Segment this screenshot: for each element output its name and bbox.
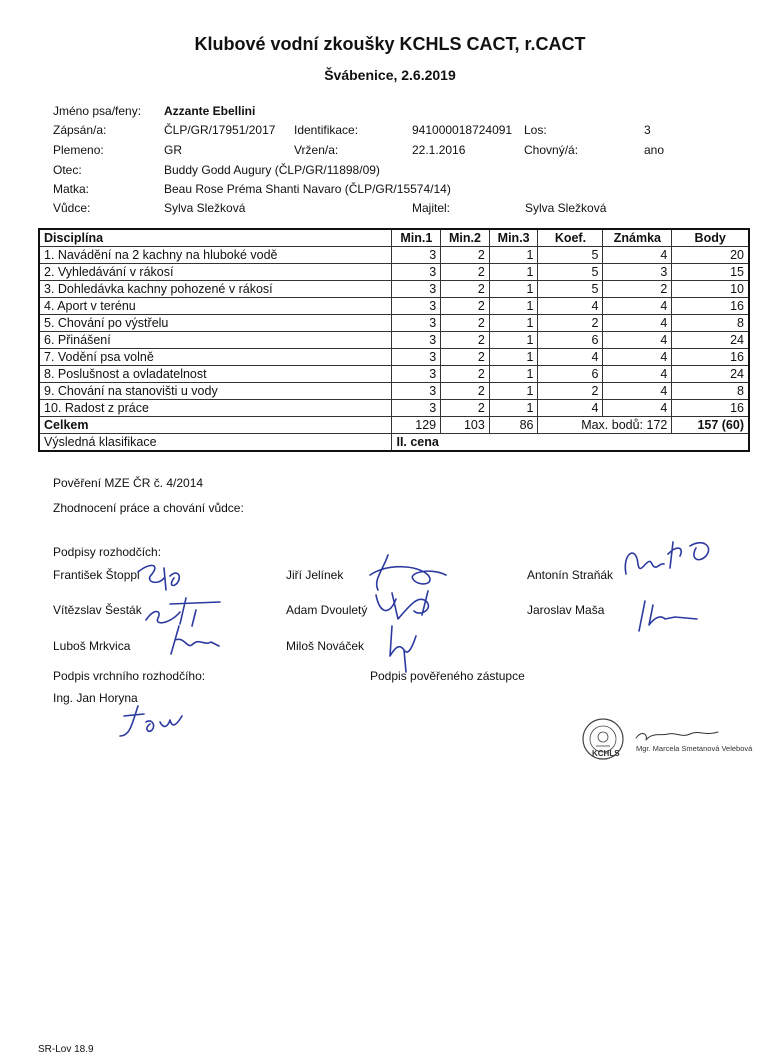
lot-value: 3 xyxy=(644,123,651,137)
authorization-note: Pověření MZE ČR č. 4/2014 xyxy=(53,476,204,490)
born-value: 22.1.2016 xyxy=(412,143,466,157)
row-grade: 4 xyxy=(603,349,672,366)
row-coef: 4 xyxy=(538,400,603,417)
judge-name: Antonín Straňák xyxy=(527,568,614,582)
id-value: 941000018724091 xyxy=(412,123,513,137)
row-points: 15 xyxy=(672,264,749,281)
evaluation-note: Zhodnocení práce a chování vůdce: xyxy=(53,501,244,515)
judge-name: Jiří Jelínek xyxy=(286,568,344,582)
row-points: 16 xyxy=(672,400,749,417)
score-table xyxy=(38,228,750,452)
chief-name: Ing. Jan Horyna xyxy=(53,691,138,705)
page-title: Klubové vodní zkoušky KCHLS CACT, r.CACT xyxy=(194,34,586,54)
row-min2: 2 xyxy=(441,315,490,332)
row-discipline: 4. Aport v terénu xyxy=(39,298,392,315)
row-min3: 1 xyxy=(489,298,538,315)
judge-name: Vítězslav Šesták xyxy=(53,603,142,617)
breed-value: GR xyxy=(164,143,182,157)
row-coef: 4 xyxy=(538,298,603,315)
row-coef: 5 xyxy=(538,264,603,281)
row-min3: 1 xyxy=(489,400,538,417)
table-row xyxy=(39,315,749,332)
col-coef: Koef. xyxy=(538,229,603,247)
breed-label: Plemeno: xyxy=(53,143,104,157)
table-row xyxy=(39,281,749,298)
name-label: Jméno psa/feny: xyxy=(53,104,142,118)
row-points: 16 xyxy=(672,349,749,366)
chief-heading: Podpis vrchního rozhodčího: xyxy=(53,669,206,683)
judge-name: František Štoppl xyxy=(53,568,140,582)
row-coef: 6 xyxy=(538,366,603,383)
row-grade: 4 xyxy=(603,383,672,400)
signature-mrkvica xyxy=(165,622,225,658)
judge-name: Luboš Mrkvica xyxy=(53,639,131,653)
page-subtitle: Švábenice, 2.6.2019 xyxy=(324,67,456,83)
row-min3: 1 xyxy=(489,315,538,332)
row-coef: 6 xyxy=(538,332,603,349)
table-row xyxy=(39,247,749,264)
handler-value: Sylva Sležková xyxy=(164,201,246,215)
dog-name: Azzante Ebellini xyxy=(164,104,256,118)
row-coef: 4 xyxy=(538,349,603,366)
row-grade: 4 xyxy=(603,366,672,383)
row-discipline: 6. Přinášení xyxy=(39,332,392,349)
signature-stranak xyxy=(618,534,718,584)
col-min1: Min.1 xyxy=(392,229,441,247)
row-points: 8 xyxy=(672,315,749,332)
row-discipline: 3. Dohledávka kachny pohozené v rákosí xyxy=(39,281,392,298)
row-min2: 2 xyxy=(441,281,490,298)
row-points: 24 xyxy=(672,366,749,383)
row-discipline: 1. Navádění na 2 kachny na hluboké vodě xyxy=(39,247,392,264)
representative-heading: Podpis pověřeného zástupce xyxy=(370,669,525,683)
max-points: Max. bodů: 172 xyxy=(538,417,672,434)
total-min3: 86 xyxy=(489,417,538,434)
row-discipline: 10. Radost z práce xyxy=(39,400,392,417)
row-grade: 4 xyxy=(603,332,672,349)
row-min2: 2 xyxy=(441,349,490,366)
row-min3: 1 xyxy=(489,264,538,281)
row-min3: 1 xyxy=(489,383,538,400)
row-min2: 2 xyxy=(441,247,490,264)
row-discipline: 9. Chování na stanovišti u vody xyxy=(39,383,392,400)
row-points: 20 xyxy=(672,247,749,264)
row-min1: 3 xyxy=(392,366,441,383)
total-min1: 129 xyxy=(392,417,441,434)
judge-name: Adam Dvouletý xyxy=(286,603,368,617)
row-min1: 3 xyxy=(392,332,441,349)
col-discipline: Disciplína xyxy=(39,229,392,247)
sire-value: Buddy Godd Augury (ČLP/GR/11898/09) xyxy=(164,163,380,177)
row-points: 24 xyxy=(672,332,749,349)
row-points: 10 xyxy=(672,281,749,298)
row-grade: 4 xyxy=(603,298,672,315)
row-min3: 1 xyxy=(489,349,538,366)
row-coef: 2 xyxy=(538,315,603,332)
result-label: Výsledná klasifikace xyxy=(39,434,392,452)
result-value: II. cena xyxy=(392,434,749,452)
table-row xyxy=(39,366,749,383)
breeding-value: ano xyxy=(644,143,665,157)
table-row xyxy=(39,264,749,281)
row-discipline: 8. Poslušnost a ovladatelnost xyxy=(39,366,392,383)
judges-heading: Podpisy rozhodčích: xyxy=(53,545,162,559)
form-code: SR-Lov 18.9 xyxy=(38,1044,94,1055)
signature-novacek xyxy=(386,620,426,676)
row-grade: 4 xyxy=(603,315,672,332)
row-min2: 2 xyxy=(441,400,490,417)
registry-value: ČLP/GR/17951/2017 xyxy=(164,123,276,137)
signature-masa xyxy=(635,593,705,635)
result-row xyxy=(39,434,749,452)
row-min1: 3 xyxy=(392,400,441,417)
stamp-club: KCHLS xyxy=(592,749,620,758)
row-min3: 1 xyxy=(489,247,538,264)
total-min2: 103 xyxy=(441,417,490,434)
breeding-label: Chovný/á: xyxy=(524,143,579,157)
row-min1: 3 xyxy=(392,281,441,298)
table-row xyxy=(39,383,749,400)
row-min2: 2 xyxy=(441,366,490,383)
row-min1: 3 xyxy=(392,383,441,400)
row-min1: 3 xyxy=(392,264,441,281)
row-grade: 4 xyxy=(603,247,672,264)
dam-value: Beau Rose Préma Shanti Navaro (ČLP/GR/15574/14) xyxy=(164,182,451,196)
row-min1: 3 xyxy=(392,349,441,366)
row-min2: 2 xyxy=(441,332,490,349)
row-min1: 3 xyxy=(392,298,441,315)
row-coef: 5 xyxy=(538,247,603,264)
table-row xyxy=(39,332,749,349)
dam-label: Matka: xyxy=(53,182,90,196)
handler-label: Vůdce: xyxy=(53,201,91,215)
judge-name: Jaroslav Maša xyxy=(527,603,605,617)
stamp-name: Mgr. Marcela Smetanová Velebová xyxy=(636,744,753,753)
row-grade: 2 xyxy=(603,281,672,298)
col-grade: Známka xyxy=(603,229,672,247)
owner-value: Sylva Sležková xyxy=(525,201,607,215)
col-min2: Min.2 xyxy=(441,229,490,247)
row-points: 16 xyxy=(672,298,749,315)
row-grade: 4 xyxy=(603,400,672,417)
col-points: Body xyxy=(672,229,749,247)
owner-label: Majitel: xyxy=(412,201,451,215)
row-discipline: 5. Chování po výstřelu xyxy=(39,315,392,332)
total-row xyxy=(39,417,749,434)
row-points: 8 xyxy=(672,383,749,400)
row-min1: 3 xyxy=(392,247,441,264)
table-header-row xyxy=(39,229,749,247)
col-min3: Min.3 xyxy=(489,229,538,247)
row-min1: 3 xyxy=(392,315,441,332)
table-row xyxy=(39,298,749,315)
row-min2: 2 xyxy=(441,383,490,400)
lot-label: Los: xyxy=(524,123,547,137)
row-discipline: 2. Vyhledávání v rákosí xyxy=(39,264,392,281)
row-min2: 2 xyxy=(441,264,490,281)
total-points: 157 (60) xyxy=(672,417,749,434)
registry-label: Zápsán/a: xyxy=(53,123,107,137)
row-grade: 3 xyxy=(603,264,672,281)
row-coef: 2 xyxy=(538,383,603,400)
row-min2: 2 xyxy=(441,298,490,315)
signature-horyna xyxy=(112,700,192,744)
judge-name: Miloš Nováček xyxy=(286,639,365,653)
row-min3: 1 xyxy=(489,332,538,349)
row-discipline: 7. Vodění psa volně xyxy=(39,349,392,366)
row-min3: 1 xyxy=(489,281,538,298)
born-label: Vržen/a: xyxy=(294,143,339,157)
id-label: Identifikace: xyxy=(294,123,359,137)
table-row xyxy=(39,400,749,417)
table-row xyxy=(39,349,749,366)
total-label: Celkem xyxy=(39,417,392,434)
row-coef: 5 xyxy=(538,281,603,298)
signature-representative xyxy=(632,724,722,746)
sire-label: Otec: xyxy=(53,163,82,177)
row-min3: 1 xyxy=(489,366,538,383)
signature-dvoulety xyxy=(370,585,440,625)
